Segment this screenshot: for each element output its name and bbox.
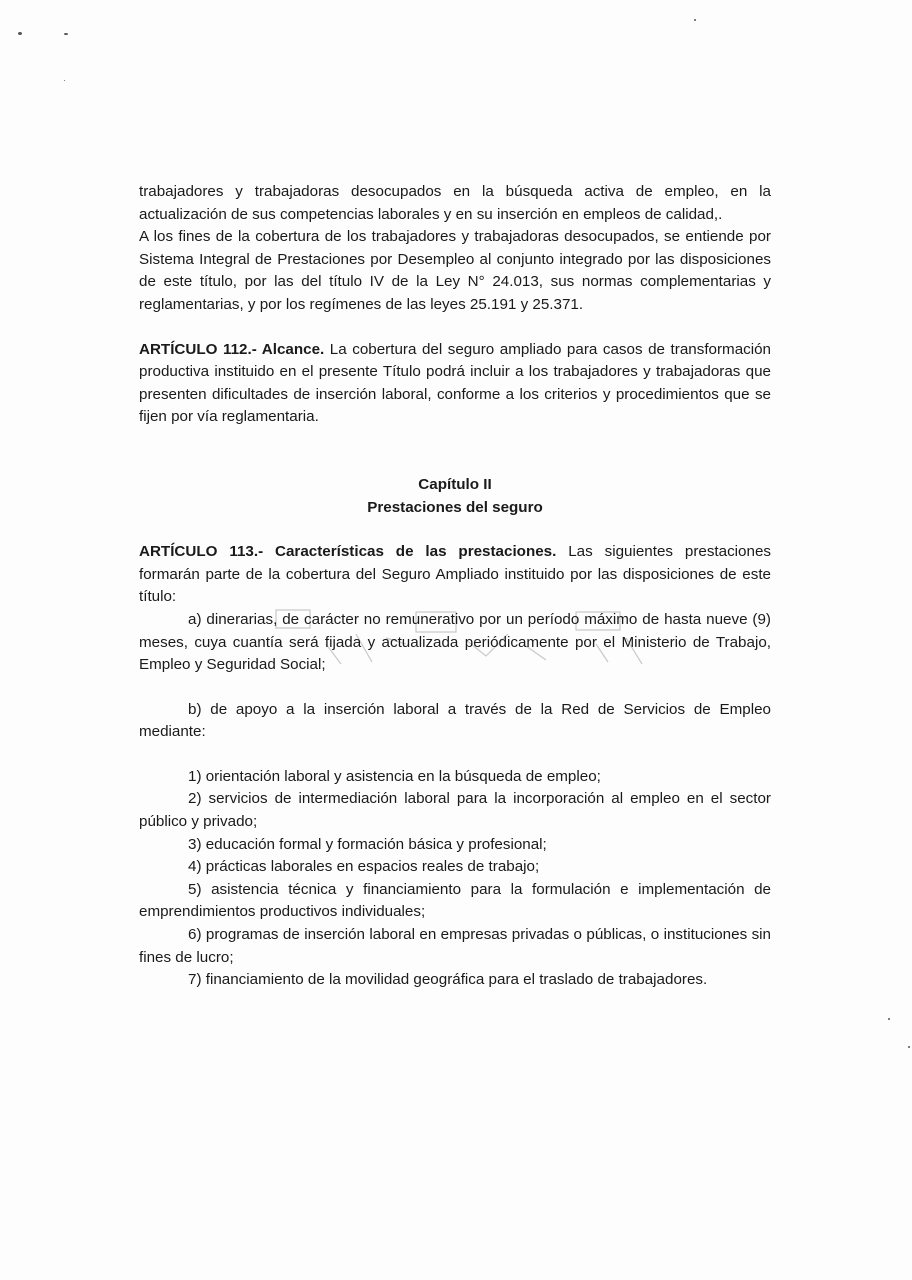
list-item: 6) programas de inserción laboral en empresas privadas o públicas, o instituciones sin fines de lucro;	[139, 926, 771, 966]
paragraph-definition: A los fines de la cobertura de los trabajadores y trabajadoras desocupados, se entiende por Sistema Integral de Prestaciones por Desempleo al conjunto integrado por las disposiciones de este título, por las del título IV de la Ley N° 24.013, sus normas complementarias y reglamentarias, y por los regímenes de las leyes 25.191 y 25.371.	[139, 228, 771, 313]
chapter-number: Capítulo II	[418, 475, 492, 493]
item-a: a) dinerarias, de carácter no remunerativo por un período máximo de hasta nueve (9) meses, cuya cuantía será fijada y actualizada periódicamente por el Ministerio de Trabajo, Empleo y Seguridad Social;	[139, 610, 771, 674]
scan-speck	[64, 80, 65, 81]
list-item: 5) asistencia técnica y financiamiento para la formulación e implementación de emprendimientos productivos individuales;	[139, 880, 771, 921]
document-body	[139, 181, 771, 992]
scan-speck	[694, 19, 696, 21]
scan-speck	[64, 33, 68, 35]
article-112-label: ARTÍCULO 112.- Alcance.	[139, 340, 325, 358]
list-item: 4) prácticas laborales en espacios reales de trabajo;	[188, 858, 540, 876]
scan-speck	[18, 32, 22, 35]
item-b: b) de apoyo a la inserción laboral a través de la Red de Servicios de Empleo mediante:	[139, 700, 771, 741]
list-item: 3) educación formal y formación básica y profesional;	[188, 835, 547, 853]
paragraph-continuation: trabajadores y trabajadoras desocupados en la búsqueda activa de empleo, en la actualización de sus competencias laborales y en su inserción en empleos de calidad,.	[139, 183, 771, 223]
article-112-text: La cobertura del seguro ampliado para casos de transformación productiva instituido en el presente Título podrá incluir a los trabajadores y trabajadoras que presenten dificultades de inserción laboral, conforme a los criterios y procedimientos que se fijen por vía reglamentaria.	[139, 340, 771, 426]
scan-speck	[908, 1046, 910, 1048]
scan-speck	[888, 1018, 890, 1020]
article-112	[139, 339, 771, 429]
list-item: 7) financiamiento de la movilidad geográfica para el traslado de trabajadores.	[188, 971, 708, 989]
chapter-title: Prestaciones del seguro	[367, 498, 543, 516]
list-item: 1) orientación laboral y asistencia en la búsqueda de empleo;	[188, 767, 601, 785]
article-113-label: ARTÍCULO 113.- Características de las prestaciones.	[139, 543, 557, 561]
article-113-text: Las siguientes prestaciones formarán parte de la cobertura del Seguro Ampliado instituido por las disposiciones de este título:	[139, 543, 771, 606]
article-113	[139, 541, 771, 609]
list-item: 2) servicios de intermediación laboral para la incorporación al empleo en el sector público y privado;	[139, 790, 771, 831]
